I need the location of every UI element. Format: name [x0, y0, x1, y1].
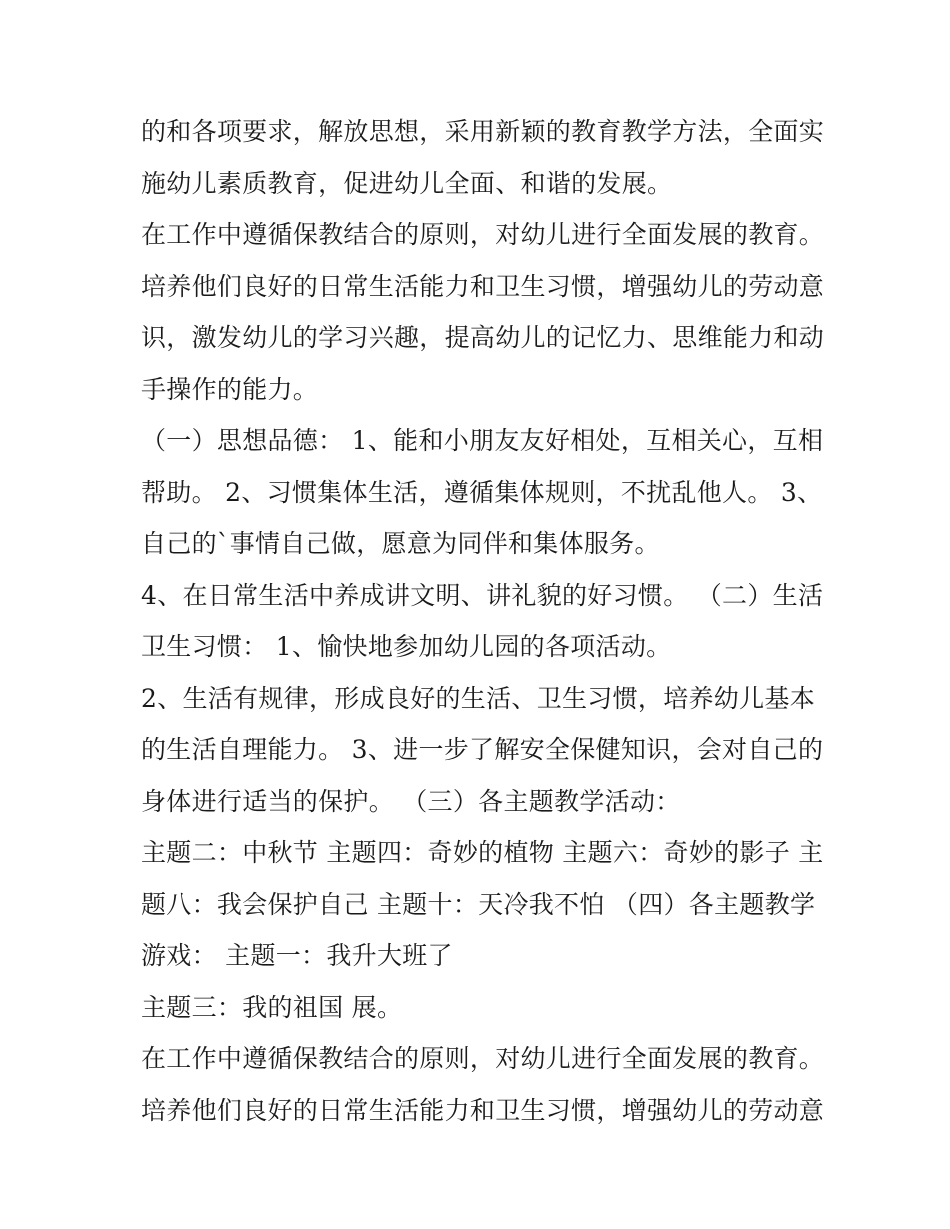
text-line-15: 主题二：中秋节 主题四：奇妙的植物 主题六：奇妙的影子 主: [141, 838, 824, 867]
text-line-7: （一）思想品德： 1、能和小朋友友好相处，互相关心，互相: [141, 426, 824, 455]
text-line-1: 的和各项要求，解放思想，采用新颖的教育教学方法，全面实: [141, 117, 825, 146]
text-line-5: 识，激发幼儿的学习兴趣，提高幼儿的记忆力、思维能力和动: [141, 323, 825, 352]
text-line-2: 施幼儿素质教育，促进幼儿全面、和谐的发展。: [141, 168, 673, 198]
text-line-12: 2、生活有规律，形成良好的生活、卫生习惯，培养幼儿基本: [141, 683, 816, 713]
text-line-14: 身体进行适当的保护。 （三）各主题教学活动：: [141, 786, 681, 816]
text-line-6: 手操作的能力。: [141, 374, 319, 404]
text-line-13: 的生活自理能力。 3、进一步了解安全保健知识，会对自己的: [141, 735, 824, 764]
text-line-16: 题八：我会保护自己 主题十：天冷我不怕 （四）各主题教学: [141, 889, 816, 919]
text-line-19: 在工作中遵循保教结合的原则，对幼儿进行全面发展的教育。: [141, 1044, 825, 1073]
text-line-20: 培养他们良好的日常生活能力和卫生习惯，增强幼儿的劳动意: [141, 1095, 825, 1125]
document-body: [141, 106, 831, 1136]
text-line-3: 在工作中遵循保教结合的原则，对幼儿进行全面发展的教育。: [141, 220, 825, 249]
text-line-10: 4、在日常生活中养成讲文明、讲礼貌的好习惯。 （二）生活: [141, 580, 824, 610]
text-line-18: 主题三：我的祖国 展。: [141, 992, 403, 1022]
text-line-11: 卫生习惯： 1、愉快地参加幼儿园的各项活动。: [141, 632, 672, 661]
text-line-8: 帮助。 2、习惯集体生活，遵循集体规则，不扰乱他人。 3、: [141, 477, 823, 507]
text-line-4: 培养他们良好的日常生活能力和卫生习惯，增强幼儿的劳动意: [141, 271, 825, 301]
text-line-9: 自己的`事情自己做，愿意为同伴和集体服务。: [141, 529, 660, 558]
text-line-17: 游戏： 主题一：我升大班了: [141, 941, 453, 970]
